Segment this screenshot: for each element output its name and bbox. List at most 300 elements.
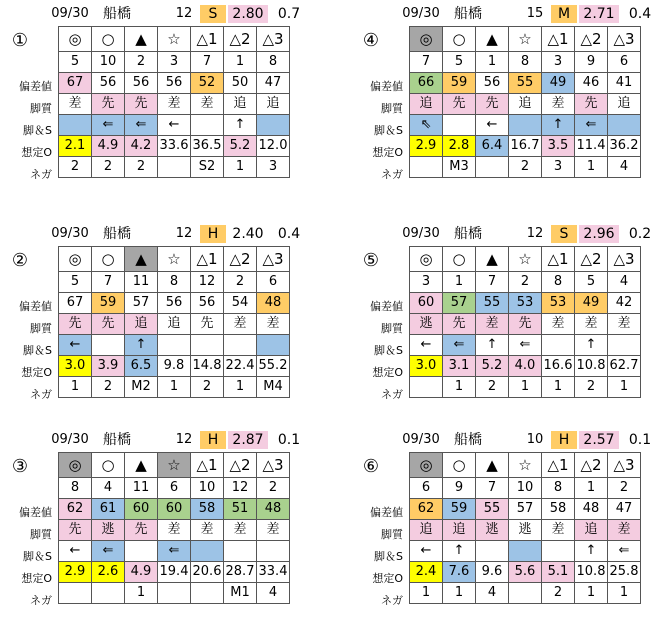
- table-cell: 1: [575, 583, 608, 604]
- table-cell: [476, 541, 509, 562]
- table-cell: 差: [257, 520, 290, 541]
- race-sub-score: 0.1: [628, 432, 652, 448]
- race-score: 2.96: [579, 225, 619, 243]
- table-cell: 20.6: [191, 562, 224, 583]
- table-cell: 53: [542, 293, 575, 314]
- table-row: [410, 136, 641, 157]
- table-cell: 49: [575, 293, 608, 314]
- row-label: 脚＆S: [23, 550, 52, 563]
- table-cell: 1: [509, 377, 542, 398]
- table-cell: [509, 115, 542, 136]
- row-label: 偏差値: [19, 506, 52, 519]
- table-cell: 62: [59, 499, 92, 520]
- prediction-table: [409, 452, 641, 604]
- race-score: 2.40: [232, 226, 264, 242]
- mark-cell: △3: [257, 453, 290, 478]
- mark-row: [59, 247, 290, 272]
- table-cell: ←: [410, 541, 443, 562]
- mark-cell: △2: [224, 247, 257, 272]
- table-row: [410, 377, 641, 398]
- table-row: [59, 115, 290, 136]
- table-cell: 57: [509, 499, 542, 520]
- mark-cell: ◎: [410, 247, 443, 272]
- table-cell: 42: [608, 293, 641, 314]
- table-cell: 2: [542, 583, 575, 604]
- mark-cell: ▲: [476, 453, 509, 478]
- table-cell: 差: [158, 94, 191, 115]
- table-cell: ↑: [476, 335, 509, 356]
- table-cell: 2: [125, 52, 158, 73]
- race-place: 船橋: [103, 226, 131, 242]
- race-grade-mark: S: [200, 5, 226, 23]
- race-score: 2.80: [228, 5, 268, 23]
- table-cell: [224, 335, 257, 356]
- mark-cell: △2: [575, 247, 608, 272]
- table-cell: 8: [257, 52, 290, 73]
- race-sub-score: 0.2: [628, 226, 652, 242]
- table-cell: 7: [410, 52, 443, 73]
- race-place: 船橋: [103, 432, 131, 448]
- table-cell: 差: [542, 520, 575, 541]
- table-cell: 47: [257, 73, 290, 94]
- table-cell: 追: [509, 94, 542, 115]
- row-labels: [2, 76, 58, 186]
- table-cell: ⇖: [410, 115, 443, 136]
- mark-cell: ○: [443, 247, 476, 272]
- mark-cell: ▲: [476, 247, 509, 272]
- table-cell: 2: [509, 272, 542, 293]
- table-cell: ⇐: [575, 115, 608, 136]
- table-cell: 53: [509, 293, 542, 314]
- table-cell: 追: [410, 520, 443, 541]
- table-cell: [542, 335, 575, 356]
- table-cell: ↑: [542, 115, 575, 136]
- table-cell: 2: [509, 157, 542, 178]
- table-cell: 逃: [92, 520, 125, 541]
- table-row: [59, 356, 290, 377]
- table-row: [410, 272, 641, 293]
- table-cell: 2: [92, 377, 125, 398]
- table-cell: 1: [542, 377, 575, 398]
- race-date: 09/30: [402, 226, 440, 241]
- mark-cell: △2: [575, 27, 608, 52]
- mark-cell: ▲: [125, 247, 158, 272]
- table-cell: 7: [476, 478, 509, 499]
- panel-header: [2, 428, 314, 450]
- table-cell: 逃: [410, 314, 443, 335]
- table-cell: ↑: [443, 541, 476, 562]
- row-label: ネガ: [30, 594, 52, 607]
- row-labels: [2, 296, 58, 406]
- horse-count: 12: [175, 6, 193, 21]
- mark-cell: ☆: [158, 247, 191, 272]
- table-cell: ↑: [575, 335, 608, 356]
- table-cell: 5: [59, 52, 92, 73]
- race-sub-score: 0.4: [628, 6, 652, 22]
- table-cell: 先: [59, 520, 92, 541]
- table-cell: [410, 157, 443, 178]
- table-cell: [257, 541, 290, 562]
- table-cell: [509, 583, 542, 604]
- mark-cell: △2: [224, 453, 257, 478]
- table-cell: 56: [191, 293, 224, 314]
- table-row: [59, 499, 290, 520]
- mark-cell: ◎: [410, 27, 443, 52]
- table-cell: 先: [125, 520, 158, 541]
- mark-row: [410, 247, 641, 272]
- mark-row: [410, 27, 641, 52]
- table-cell: 7: [92, 272, 125, 293]
- table-cell: 1: [224, 377, 257, 398]
- table-row: [410, 520, 641, 541]
- row-label: ネガ: [381, 388, 403, 401]
- mark-cell: △2: [575, 453, 608, 478]
- table-cell: 61: [92, 499, 125, 520]
- table-row: [410, 314, 641, 335]
- mark-cell: △3: [608, 453, 641, 478]
- table-cell: 49: [542, 73, 575, 94]
- table-cell: 60: [125, 499, 158, 520]
- race-grade-mark: H: [200, 225, 226, 243]
- table-cell: 2.4: [410, 562, 443, 583]
- table-cell: 3.0: [59, 356, 92, 377]
- table-cell: 4.2: [125, 136, 158, 157]
- race-place: 船橋: [103, 6, 131, 22]
- table-cell: 7.6: [443, 562, 476, 583]
- table-cell: M2: [125, 377, 158, 398]
- table-cell: ⇐: [125, 115, 158, 136]
- table-cell: 2: [59, 157, 92, 178]
- table-cell: [191, 541, 224, 562]
- table-cell: [125, 541, 158, 562]
- table-cell: 1: [476, 52, 509, 73]
- table-cell: 59: [92, 293, 125, 314]
- table-cell: 9.6: [476, 562, 509, 583]
- table-cell: 4: [257, 583, 290, 604]
- table-cell: [410, 377, 443, 398]
- table-cell: 差: [542, 94, 575, 115]
- table-cell: 6.4: [476, 136, 509, 157]
- table-cell: 3: [257, 157, 290, 178]
- table-row: [59, 377, 290, 398]
- table-cell: 先: [443, 314, 476, 335]
- table-cell: ⇐: [608, 541, 641, 562]
- table-cell: 57: [443, 293, 476, 314]
- mark-cell: ○: [443, 27, 476, 52]
- table-cell: 6.5: [125, 356, 158, 377]
- race-number-circle: ⑥: [362, 456, 380, 477]
- mark-cell: △1: [542, 27, 575, 52]
- table-cell: 3.0: [410, 356, 443, 377]
- table-cell: 1: [59, 377, 92, 398]
- prediction-table: [58, 452, 290, 604]
- row-label: 想定O: [372, 366, 403, 379]
- table-row: [410, 541, 641, 562]
- table-cell: 1: [443, 377, 476, 398]
- table-cell: 3: [158, 52, 191, 73]
- row-label: 偏差値: [19, 80, 52, 93]
- table-cell: ⇐: [158, 541, 191, 562]
- race-sub-score: 0.4: [277, 226, 301, 242]
- table-cell: ↑: [125, 335, 158, 356]
- table-cell: 2: [476, 377, 509, 398]
- table-row: [410, 73, 641, 94]
- mark-cell: △1: [191, 27, 224, 52]
- table-row: [59, 583, 290, 604]
- table-cell: 9.8: [158, 356, 191, 377]
- table-cell: 追: [410, 94, 443, 115]
- race-number-circle: ①: [11, 30, 29, 51]
- table-cell: ←: [410, 335, 443, 356]
- table-row: [410, 562, 641, 583]
- table-cell: 59: [443, 73, 476, 94]
- row-label: 想定O: [372, 146, 403, 159]
- table-cell: 4: [608, 272, 641, 293]
- table-cell: 59: [443, 499, 476, 520]
- table-row: [410, 115, 641, 136]
- table-cell: M4: [257, 377, 290, 398]
- table-cell: 56: [158, 73, 191, 94]
- mark-cell: ☆: [509, 247, 542, 272]
- race-panel: [353, 2, 665, 204]
- table-cell: 2.1: [59, 136, 92, 157]
- row-labels: [353, 76, 409, 186]
- table-cell: 57: [125, 293, 158, 314]
- mark-cell: △3: [257, 27, 290, 52]
- panel-header: [353, 2, 665, 24]
- table-cell: [158, 335, 191, 356]
- table-cell: 先: [92, 94, 125, 115]
- table-cell: 先: [125, 94, 158, 115]
- table-cell: [92, 583, 125, 604]
- row-label: 脚質: [30, 102, 52, 115]
- table-cell: 60: [158, 499, 191, 520]
- table-cell: 追: [125, 314, 158, 335]
- race-panel: [353, 428, 665, 630]
- row-labels: [353, 296, 409, 406]
- table-cell: 67: [59, 73, 92, 94]
- table-row: [59, 52, 290, 73]
- table-cell: 12.0: [257, 136, 290, 157]
- race-score: 2.71: [579, 5, 619, 23]
- mark-cell: ○: [92, 27, 125, 52]
- table-row: [410, 335, 641, 356]
- table-cell: [59, 583, 92, 604]
- table-cell: ←: [59, 335, 92, 356]
- table-cell: 1: [443, 272, 476, 293]
- mark-cell: ▲: [125, 453, 158, 478]
- table-cell: ⇐: [509, 335, 542, 356]
- table-cell: 10: [509, 478, 542, 499]
- row-label: 偏差値: [370, 300, 403, 313]
- table-cell: [257, 335, 290, 356]
- table-cell: 4: [608, 157, 641, 178]
- table-cell: 54: [224, 293, 257, 314]
- table-row: [59, 293, 290, 314]
- race-panel: [353, 222, 665, 424]
- row-label: 脚質: [381, 528, 403, 541]
- mark-cell: ○: [92, 453, 125, 478]
- table-cell: 1: [224, 52, 257, 73]
- race-number-circle: ⑤: [362, 250, 380, 271]
- table-cell: 追: [224, 94, 257, 115]
- table-cell: 2: [125, 157, 158, 178]
- table-cell: 8: [542, 272, 575, 293]
- row-label: 偏差値: [370, 506, 403, 519]
- mark-cell: ▲: [125, 27, 158, 52]
- table-row: [410, 52, 641, 73]
- mark-cell: △1: [542, 247, 575, 272]
- table-cell: 8: [542, 478, 575, 499]
- table-cell: 50: [224, 73, 257, 94]
- mark-row: [59, 27, 290, 52]
- table-cell: 1: [608, 377, 641, 398]
- race-grade-mark: S: [551, 225, 577, 243]
- table-cell: 2.9: [410, 136, 443, 157]
- table-row: [410, 478, 641, 499]
- panel-header: [2, 2, 314, 24]
- table-cell: 4.9: [125, 562, 158, 583]
- table-cell: 56: [92, 73, 125, 94]
- table-cell: [476, 157, 509, 178]
- table-row: [59, 335, 290, 356]
- table-cell: 55: [476, 499, 509, 520]
- table-cell: M1: [224, 583, 257, 604]
- table-cell: [608, 335, 641, 356]
- table-cell: [92, 335, 125, 356]
- mark-cell: ○: [443, 453, 476, 478]
- table-cell: 3.9: [92, 356, 125, 377]
- table-cell: 16.7: [509, 136, 542, 157]
- table-cell: 2: [224, 272, 257, 293]
- table-cell: 1: [575, 157, 608, 178]
- table-cell: ←: [158, 115, 191, 136]
- table-cell: 41: [608, 73, 641, 94]
- table-cell: ⇐: [443, 335, 476, 356]
- table-cell: 追: [608, 94, 641, 115]
- table-cell: 10.8: [575, 356, 608, 377]
- table-cell: 66: [410, 73, 443, 94]
- table-cell: M3: [443, 157, 476, 178]
- table-cell: 67: [59, 293, 92, 314]
- table-row: [410, 499, 641, 520]
- table-cell: 2: [92, 157, 125, 178]
- table-cell: 5.2: [476, 356, 509, 377]
- table-cell: 5: [443, 52, 476, 73]
- table-cell: 48: [575, 499, 608, 520]
- table-cell: 6: [158, 478, 191, 499]
- table-cell: 3: [542, 52, 575, 73]
- table-cell: 52: [191, 73, 224, 94]
- table-row: [59, 157, 290, 178]
- table-cell: 先: [92, 314, 125, 335]
- race-date: 09/30: [51, 432, 89, 447]
- row-label: 脚質: [381, 322, 403, 335]
- table-cell: [542, 541, 575, 562]
- table-row: [59, 272, 290, 293]
- table-cell: [59, 115, 92, 136]
- table-cell: 22.4: [224, 356, 257, 377]
- table-cell: 追: [257, 94, 290, 115]
- row-label: 想定O: [372, 572, 403, 585]
- row-label: 脚＆S: [374, 124, 403, 137]
- horse-count: 10: [526, 432, 544, 447]
- table-cell: 2.8: [443, 136, 476, 157]
- race-date: 09/30: [402, 6, 440, 21]
- table-cell: [443, 115, 476, 136]
- table-cell: 56: [476, 73, 509, 94]
- race-grade-mark: H: [551, 431, 577, 449]
- race-number-circle: ②: [11, 250, 29, 271]
- table-cell: 2: [575, 377, 608, 398]
- table-cell: 5.2: [224, 136, 257, 157]
- table-cell: 差: [575, 314, 608, 335]
- table-cell: 逃: [509, 520, 542, 541]
- row-label: 脚＆S: [23, 124, 52, 137]
- panel-header: [353, 222, 665, 244]
- table-cell: 46: [575, 73, 608, 94]
- mark-cell: △1: [542, 453, 575, 478]
- mark-cell: ◎: [59, 27, 92, 52]
- table-cell: 11: [125, 478, 158, 499]
- table-cell: 先: [509, 314, 542, 335]
- table-row: [59, 73, 290, 94]
- table-cell: 25.8: [608, 562, 641, 583]
- table-cell: 2.6: [92, 562, 125, 583]
- table-cell: 2: [191, 377, 224, 398]
- table-cell: 3: [410, 272, 443, 293]
- table-cell: [191, 583, 224, 604]
- table-cell: 先: [443, 94, 476, 115]
- table-cell: 11: [125, 272, 158, 293]
- row-label: ネガ: [381, 168, 403, 181]
- prediction-table: [409, 26, 641, 178]
- row-label: 偏差値: [370, 80, 403, 93]
- table-cell: 33.6: [158, 136, 191, 157]
- table-cell: 差: [224, 520, 257, 541]
- race-place: 船橋: [454, 6, 482, 22]
- table-cell: 51: [224, 499, 257, 520]
- table-cell: [158, 583, 191, 604]
- table-cell: 差: [476, 314, 509, 335]
- table-cell: 差: [224, 314, 257, 335]
- mark-cell: ○: [92, 247, 125, 272]
- mark-row: [59, 453, 290, 478]
- panel-header: [353, 428, 665, 450]
- table-cell: 追: [575, 520, 608, 541]
- table-cell: 28.7: [224, 562, 257, 583]
- table-cell: 14.8: [191, 356, 224, 377]
- table-cell: [224, 541, 257, 562]
- table-cell: [608, 115, 641, 136]
- mark-cell: △2: [224, 27, 257, 52]
- table-cell: 19.4: [158, 562, 191, 583]
- row-labels: [2, 502, 58, 612]
- table-row: [410, 356, 641, 377]
- row-label: 偏差値: [19, 300, 52, 313]
- table-cell: 差: [542, 314, 575, 335]
- table-cell: 58: [542, 499, 575, 520]
- mark-cell: ◎: [410, 453, 443, 478]
- table-cell: 55.2: [257, 356, 290, 377]
- table-cell: [191, 335, 224, 356]
- panel-header: [2, 222, 314, 244]
- mark-cell: △1: [191, 247, 224, 272]
- table-cell: 1: [575, 478, 608, 499]
- table-row: [59, 520, 290, 541]
- table-cell: 差: [158, 520, 191, 541]
- table-cell: 7: [476, 272, 509, 293]
